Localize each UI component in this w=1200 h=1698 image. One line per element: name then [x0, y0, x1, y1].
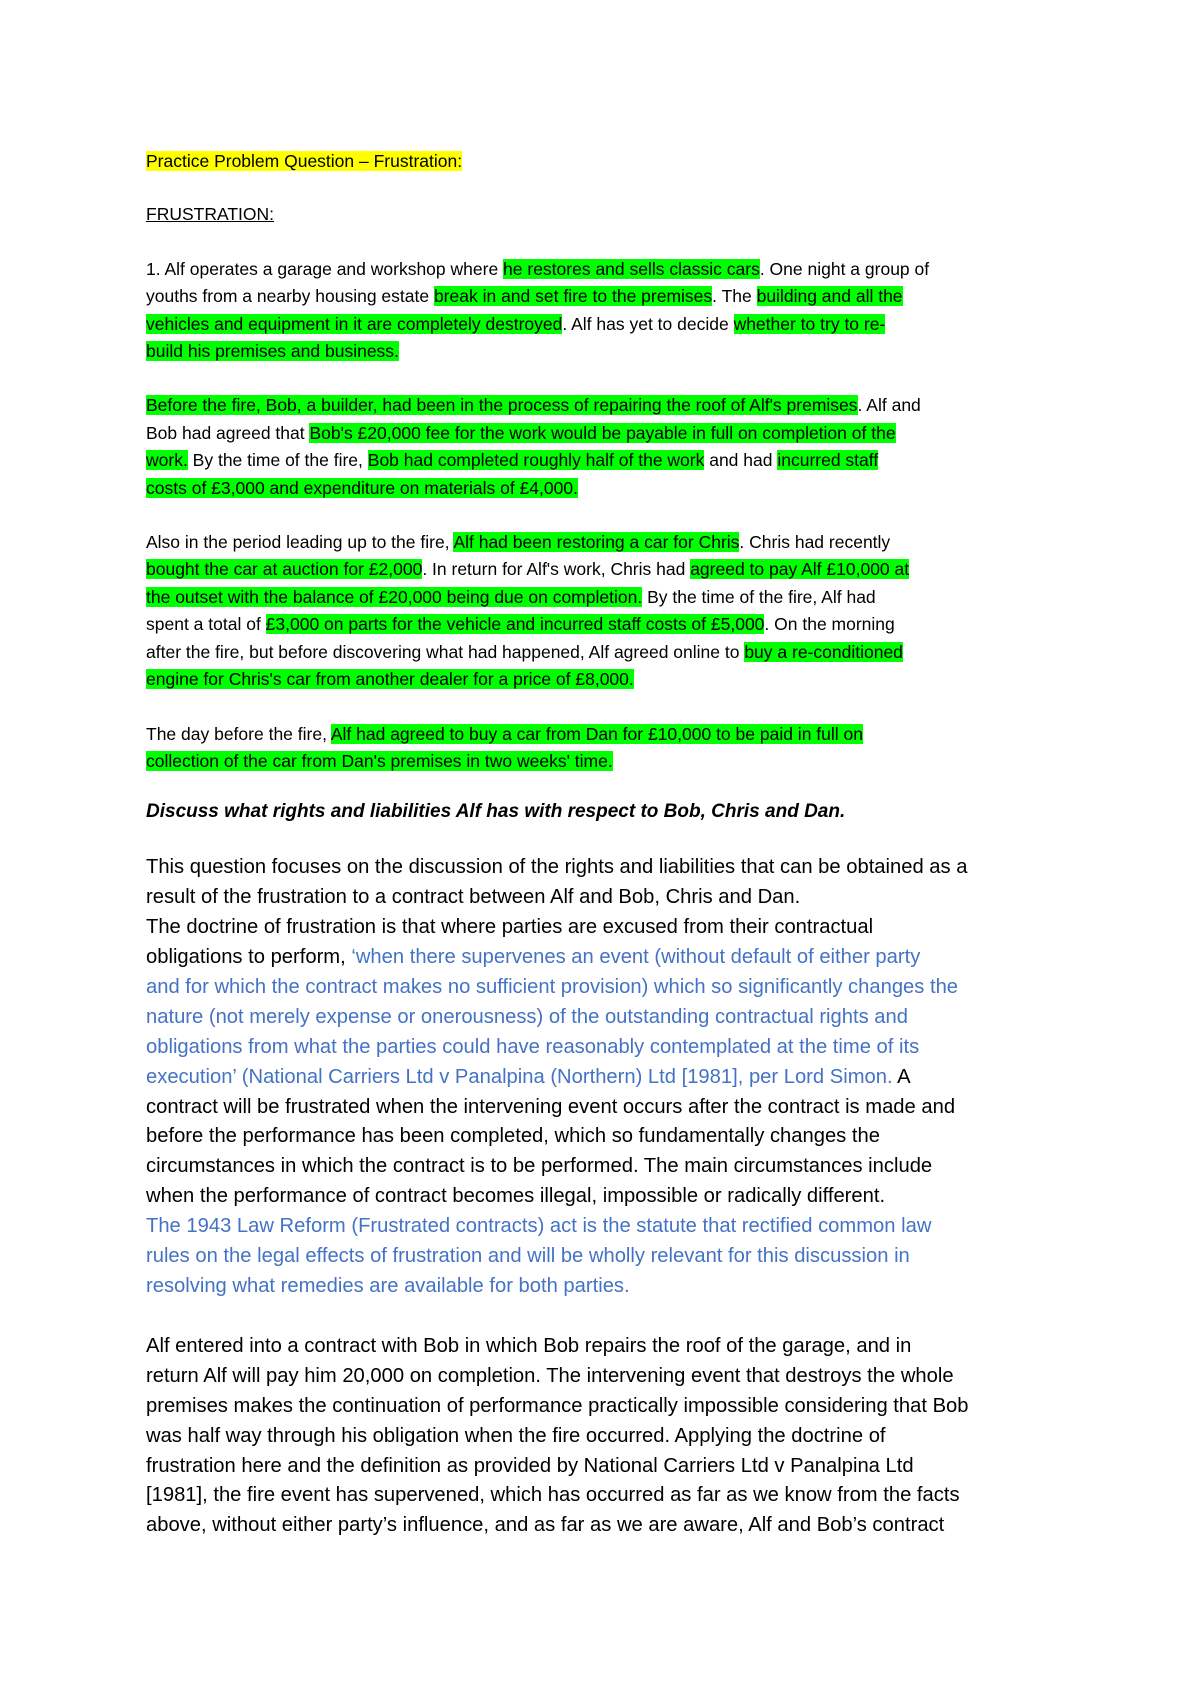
text-line	[146, 1152, 1076, 1182]
highlighted-fact: collection of the car from Dan's premises in two weeks' time.	[146, 750, 613, 771]
text-segment: contract will be frustrated when the intervening event occurs after the contract is made and	[146, 1095, 956, 1118]
text-segment: result of the frustration to a contract between Alf and Bob, Chris and Dan.	[146, 886, 801, 909]
text-line	[146, 311, 1076, 338]
text-segment: circumstances in which the contract is to be performed. The main circumstances include	[146, 1155, 933, 1178]
text-line	[146, 256, 1076, 283]
highlighted-fact: vehicles and equipment in it are completely destroyed	[146, 313, 563, 334]
highlighted-fact: he restores and sells classic cars	[503, 258, 760, 279]
text-line	[146, 853, 1076, 883]
text-line	[146, 529, 1076, 556]
quoted-text: nature (not merely expense or onerousness) of the outstanding contractual rights and	[146, 1005, 908, 1028]
highlighted-fact: break in and set fire to the premises	[433, 286, 713, 307]
text-line	[146, 639, 1076, 666]
text-segment: was half way through his obligation when the fire occurred. Applying the doctrine of	[146, 1424, 886, 1447]
text-segment: Alf entered into a contract with Bob in which Bob repairs the roof of the garage, and in	[146, 1334, 912, 1357]
text-line	[146, 883, 1076, 913]
text-segment: spent a total of	[146, 614, 266, 635]
text-segment: frustration here and the definition as provided by National Carriers Ltd v Panalpina Ltd	[146, 1454, 914, 1477]
text-line	[146, 1272, 1076, 1302]
text-segment: 1. Alf operates a garage and workshop where	[146, 258, 504, 279]
text-line	[146, 420, 1076, 447]
highlighted-fact: the outset with the balance of £20,000 being due on completion.	[146, 586, 643, 607]
title-line	[146, 148, 1076, 175]
text-segment: The day before the fire,	[146, 723, 331, 744]
text-line	[146, 447, 1076, 474]
text-line	[146, 1212, 1076, 1242]
text-segment: [1981], the fire event has supervened, which has occurred as far as we know from the facts	[146, 1484, 960, 1507]
text-segment: . Alf has yet to decide	[562, 313, 734, 334]
highlighted-fact: buy a re-conditioned	[744, 641, 903, 662]
text-segment: By the time of the fire, Alf had	[642, 586, 876, 607]
highlighted-fact: Alf had agreed to buy a car from Dan for £10,000 to be paid in full on	[330, 723, 863, 744]
text-line	[146, 283, 1076, 310]
text-line	[146, 1452, 1076, 1482]
heading-line	[146, 201, 1076, 228]
highlighted-fact: engine for Chris's car from another dealer for a price of £8,000.	[146, 669, 634, 690]
text-segment: . Alf and	[857, 395, 921, 416]
fact-paragraph	[146, 256, 1076, 366]
text-line	[146, 1511, 1076, 1541]
text-line	[146, 1033, 1076, 1063]
text-line	[146, 1063, 1076, 1093]
highlighted-fact: incurred staff	[777, 450, 879, 471]
document-body	[146, 148, 1076, 1541]
text-line	[146, 1093, 1076, 1123]
document-title: Practice Problem Question – Frustration:	[146, 151, 463, 171]
text-line	[146, 1122, 1076, 1152]
text-line	[146, 943, 1076, 973]
answer-paragraph	[146, 853, 1076, 1302]
text-segment: . On the morning	[764, 614, 895, 635]
text-line	[146, 1422, 1076, 1452]
quoted-text: execution’ (National Carriers Ltd v Panalpina (Northern) Ltd [1981], per Lord Simon.	[146, 1065, 893, 1088]
text-line	[146, 1481, 1076, 1511]
text-segment: return Alf will pay him 20,000 on completion. The intervening event that destroys the whole	[146, 1364, 954, 1387]
text-line	[146, 1332, 1076, 1362]
highlighted-fact: whether to try to re-	[733, 313, 886, 334]
quoted-text: resolving what remedies are available for both parties.	[146, 1275, 630, 1297]
highlighted-fact: bought the car at auction for £2,000	[146, 559, 423, 580]
text-segment: when the performance of contract becomes illegal, impossible or radically different.	[146, 1185, 886, 1208]
text-line	[146, 1392, 1076, 1422]
highlighted-fact: Alf had been restoring a car for Chris	[453, 532, 740, 553]
quoted-text: The 1943 Law Reform (Frustrated contracts) act is the statute that rectified common law	[146, 1215, 932, 1238]
text-segment: Also in the period leading up to the fire,	[146, 532, 454, 553]
text-line	[146, 611, 1076, 638]
text-segment: . Chris had recently	[739, 532, 891, 553]
quoted-text: ‘when there supervenes an event (without default of either party	[351, 946, 921, 969]
fact-paragraph	[146, 529, 1076, 693]
text-segment: obligations to perform,	[146, 946, 352, 969]
highlighted-fact: building and all the	[756, 286, 903, 307]
text-segment: before the performance has been completed, which so fundamentally changes the	[146, 1125, 880, 1148]
section-heading: FRUSTRATION:	[146, 204, 275, 225]
highlighted-fact: £3,000 on parts for the vehicle and incurred staff costs of £5,000	[265, 614, 765, 635]
text-line	[146, 584, 1076, 611]
text-line	[146, 1003, 1076, 1033]
text-segment: . The	[712, 286, 757, 307]
fact-paragraph	[146, 721, 1076, 776]
text-line	[146, 1182, 1076, 1212]
text-segment: premises makes the continuation of performance practically impossible considering that Bob	[146, 1394, 969, 1417]
text-segment: youths from a nearby housing estate	[146, 286, 434, 307]
text-segment: Bob had agreed that	[146, 422, 310, 443]
text-line	[146, 973, 1076, 1003]
highlighted-fact: work.	[146, 450, 188, 471]
text-line	[146, 338, 1076, 365]
text-line	[146, 913, 1076, 943]
text-segment: A	[892, 1065, 911, 1088]
quoted-text: rules on the legal effects of frustration and will be wholly relevant for this discussion in	[146, 1245, 910, 1268]
highlighted-fact: costs of £3,000 and expenditure on materials of £4,000.	[146, 477, 578, 498]
text-line	[146, 748, 1076, 775]
text-segment: The doctrine of frustration is that where parties are excused from their contractual	[146, 916, 874, 939]
text-line	[146, 1362, 1076, 1392]
highlighted-fact: Before the fire, Bob, a builder, had been in the process of repairing the roof of Alf's premises	[146, 395, 858, 416]
highlighted-fact: agreed to pay Alf £10,000 at	[690, 559, 910, 580]
text-segment: This question focuses on the discussion of the rights and liabilities that can be obtained as a	[146, 856, 968, 879]
text-segment: above, without either party’s influence, and as far as we are aware, Alf and Bob’s contract	[146, 1514, 945, 1537]
text-line	[146, 721, 1076, 748]
highlighted-fact: build his premises and business.	[146, 341, 399, 362]
highlighted-fact: Bob's £20,000 fee for the work would be payable in full on completion of the	[309, 422, 896, 443]
text-line	[146, 475, 1076, 502]
text-segment: after the fire, but before discovering what had happened, Alf agreed online to	[146, 641, 745, 662]
text-line	[146, 666, 1076, 693]
fact-paragraph	[146, 392, 1076, 502]
quoted-text: obligations from what the parties could have reasonably contemplated at the time of its	[146, 1035, 920, 1058]
highlighted-fact: Bob had completed roughly half of the work	[367, 450, 705, 471]
text-line	[146, 556, 1076, 583]
text-segment: and had	[704, 450, 778, 471]
text-line	[146, 1242, 1076, 1272]
text-line	[146, 392, 1076, 419]
text-segment: By the time of the fire,	[187, 450, 368, 471]
text-segment: . In return for Alf's work, Chris had	[422, 559, 691, 580]
answer-paragraph	[146, 1332, 1076, 1541]
question-text: Discuss what rights and liabilities Alf has with respect to Bob, Chris and Dan.	[146, 801, 846, 823]
text-segment: . One night a group of	[759, 258, 930, 279]
quoted-text: and for which the contract makes no sufficient provision) which so significantly changes the	[146, 975, 959, 998]
